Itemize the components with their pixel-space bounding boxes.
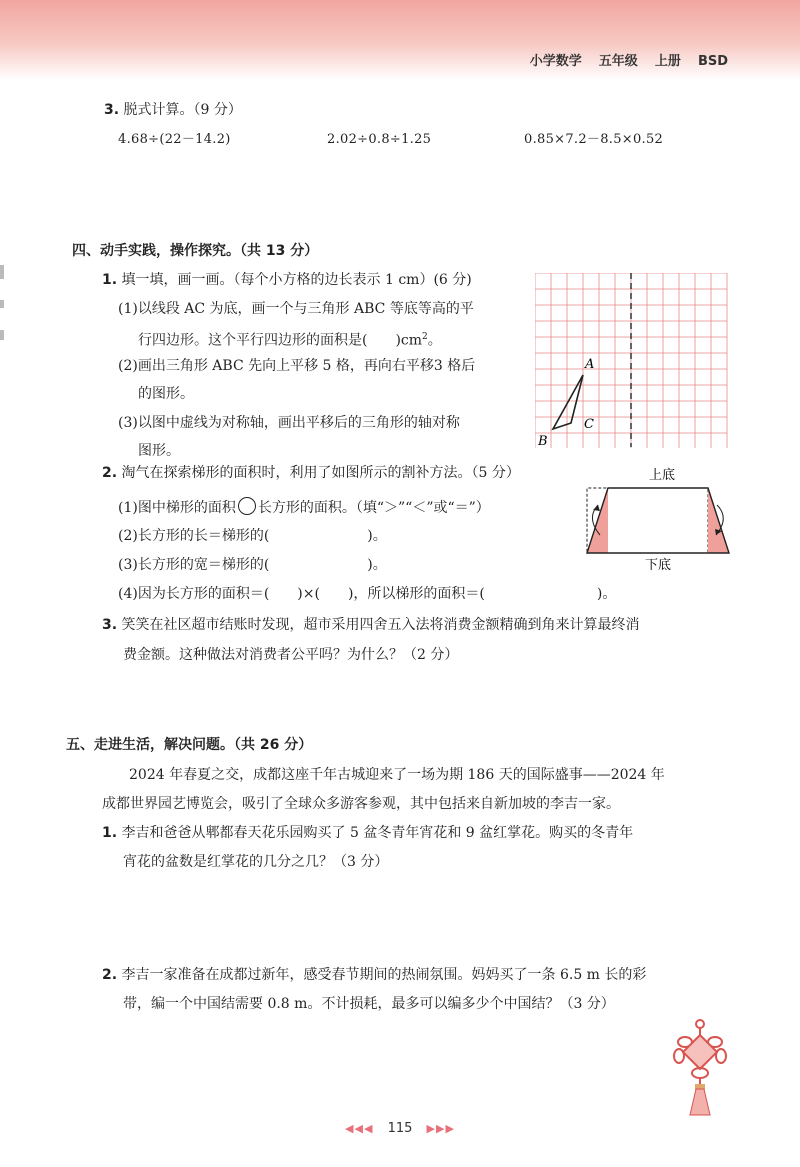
chinese-knot-illustration xyxy=(665,1018,735,1122)
top-base-label: 上底 xyxy=(648,468,676,483)
q4-2-part2: (2)长方形的长＝梯形的( )。 xyxy=(118,528,387,544)
q4-2-part1: (1)图中梯形的面积 长方形的面积。（填“＞”“＜”或“＝”） xyxy=(118,497,490,518)
q4-1-part2-cont: 的图形。 xyxy=(138,386,194,402)
page-edge-mark xyxy=(0,265,4,279)
question-5-2: 2. 李吉一家准备在成都过新年，感受春节期间的热闹氛围。妈妈买了一条 6.5 m 长的彩 xyxy=(102,967,647,983)
triangle-abc xyxy=(553,375,583,429)
q4-2-part3: (3)长方形的宽＝梯形的( )。 xyxy=(118,557,387,573)
calc-expression: 0.85×7.2－8.5×0.52 xyxy=(524,132,664,147)
question-4-3-cont: 费金额。这种做法对消费者公平吗？为什么？（2 分） xyxy=(123,647,459,663)
calc-question: 3. 脱式计算。（9 分） xyxy=(104,102,242,118)
question-5-1: 1. 李吉和爸爸从郫都春天花乐园购买了 5 盆冬青年宵花和 9 盆红掌花。购买的冬青年 xyxy=(102,825,634,841)
compare-circle xyxy=(238,497,256,515)
q4-1-part2: (2)画出三角形 ABC 先向上平移 5 格，再向右平移3 格后 xyxy=(118,358,476,374)
question-5-2-cont: 带，编一个中国结需要 0.8 m。不计损耗，最多可以编多少个中国结？（3 分） xyxy=(123,996,615,1012)
book-info xyxy=(530,50,728,69)
footer-arrows-right: ▶▶▶ xyxy=(426,1122,455,1135)
page-footer xyxy=(0,1121,800,1136)
trapezoid-figure xyxy=(580,463,745,579)
question-4-3: 3. 笑笑在社区超市结账时发现，超市采用四舍五入法将消费金额精确到角来计算最终消 xyxy=(102,617,640,633)
bottom-base-label: 下底 xyxy=(644,558,672,573)
q4-1-part3: (3)以图中虚线为对称轴，画出平移后的三角形的轴对称 xyxy=(118,415,460,431)
page-edge-mark xyxy=(0,330,4,340)
volume: 上册 xyxy=(654,54,681,69)
label-c: C xyxy=(584,417,594,432)
question-5-1-cont: 宵花的盆数是红掌花的几分之几？（3 分） xyxy=(123,854,389,870)
label-a: A xyxy=(585,357,595,372)
grade: 五年级 xyxy=(598,54,638,69)
left-arrow-head xyxy=(593,505,600,511)
q4-1-part1-cont: 行四边形。这个平行四边形的面积是( )$cm^2$。 xyxy=(138,332,442,349)
q4-1-part3-cont: 图形。 xyxy=(138,443,180,459)
section-5-intro: 2024 年春夏之交，成都这座千年古城迎来了一场为期 186 天的国际盛事——2024 年 xyxy=(129,767,665,783)
calc-expression: 2.02÷0.8÷1.25 xyxy=(327,132,432,147)
page-number: 115 xyxy=(387,1121,413,1136)
q4-2-part4: (4)因为长方形的面积＝( )×( )，所以梯形的面积＝( )。 xyxy=(118,586,617,602)
calc-expression: 4.68÷(22－14.2) xyxy=(118,132,231,147)
page-edge-mark xyxy=(0,300,4,308)
edition: BSD xyxy=(697,54,728,69)
question-4-2: 2. 淘气在探索梯形的面积时，利用了如图所示的割补方法。（5 分） xyxy=(102,465,520,481)
label-b: B xyxy=(538,434,548,448)
question-4-1: 1. 填一填，画一画。（每个小方格的边长表示 1 cm）(6 分) xyxy=(102,272,472,288)
grid-figure xyxy=(535,273,728,452)
q4-1-part1: (1)以线段 AC 为底，画一个与三角形 ABC 等底等高的平 xyxy=(118,301,474,317)
section-5-intro-cont: 成都世界园艺博览会，吸引了全球众多游客参观，其中包括来自新加坡的李吉一家。 xyxy=(102,796,620,812)
subject: 小学数学 xyxy=(529,54,582,69)
footer-arrows-left: ◀◀◀ xyxy=(345,1122,374,1135)
section-4-title: 四、动手实践，操作探究。（共 13 分） xyxy=(72,243,319,259)
section-5-title: 五、走进生活，解决问题。（共 26 分） xyxy=(66,737,313,753)
